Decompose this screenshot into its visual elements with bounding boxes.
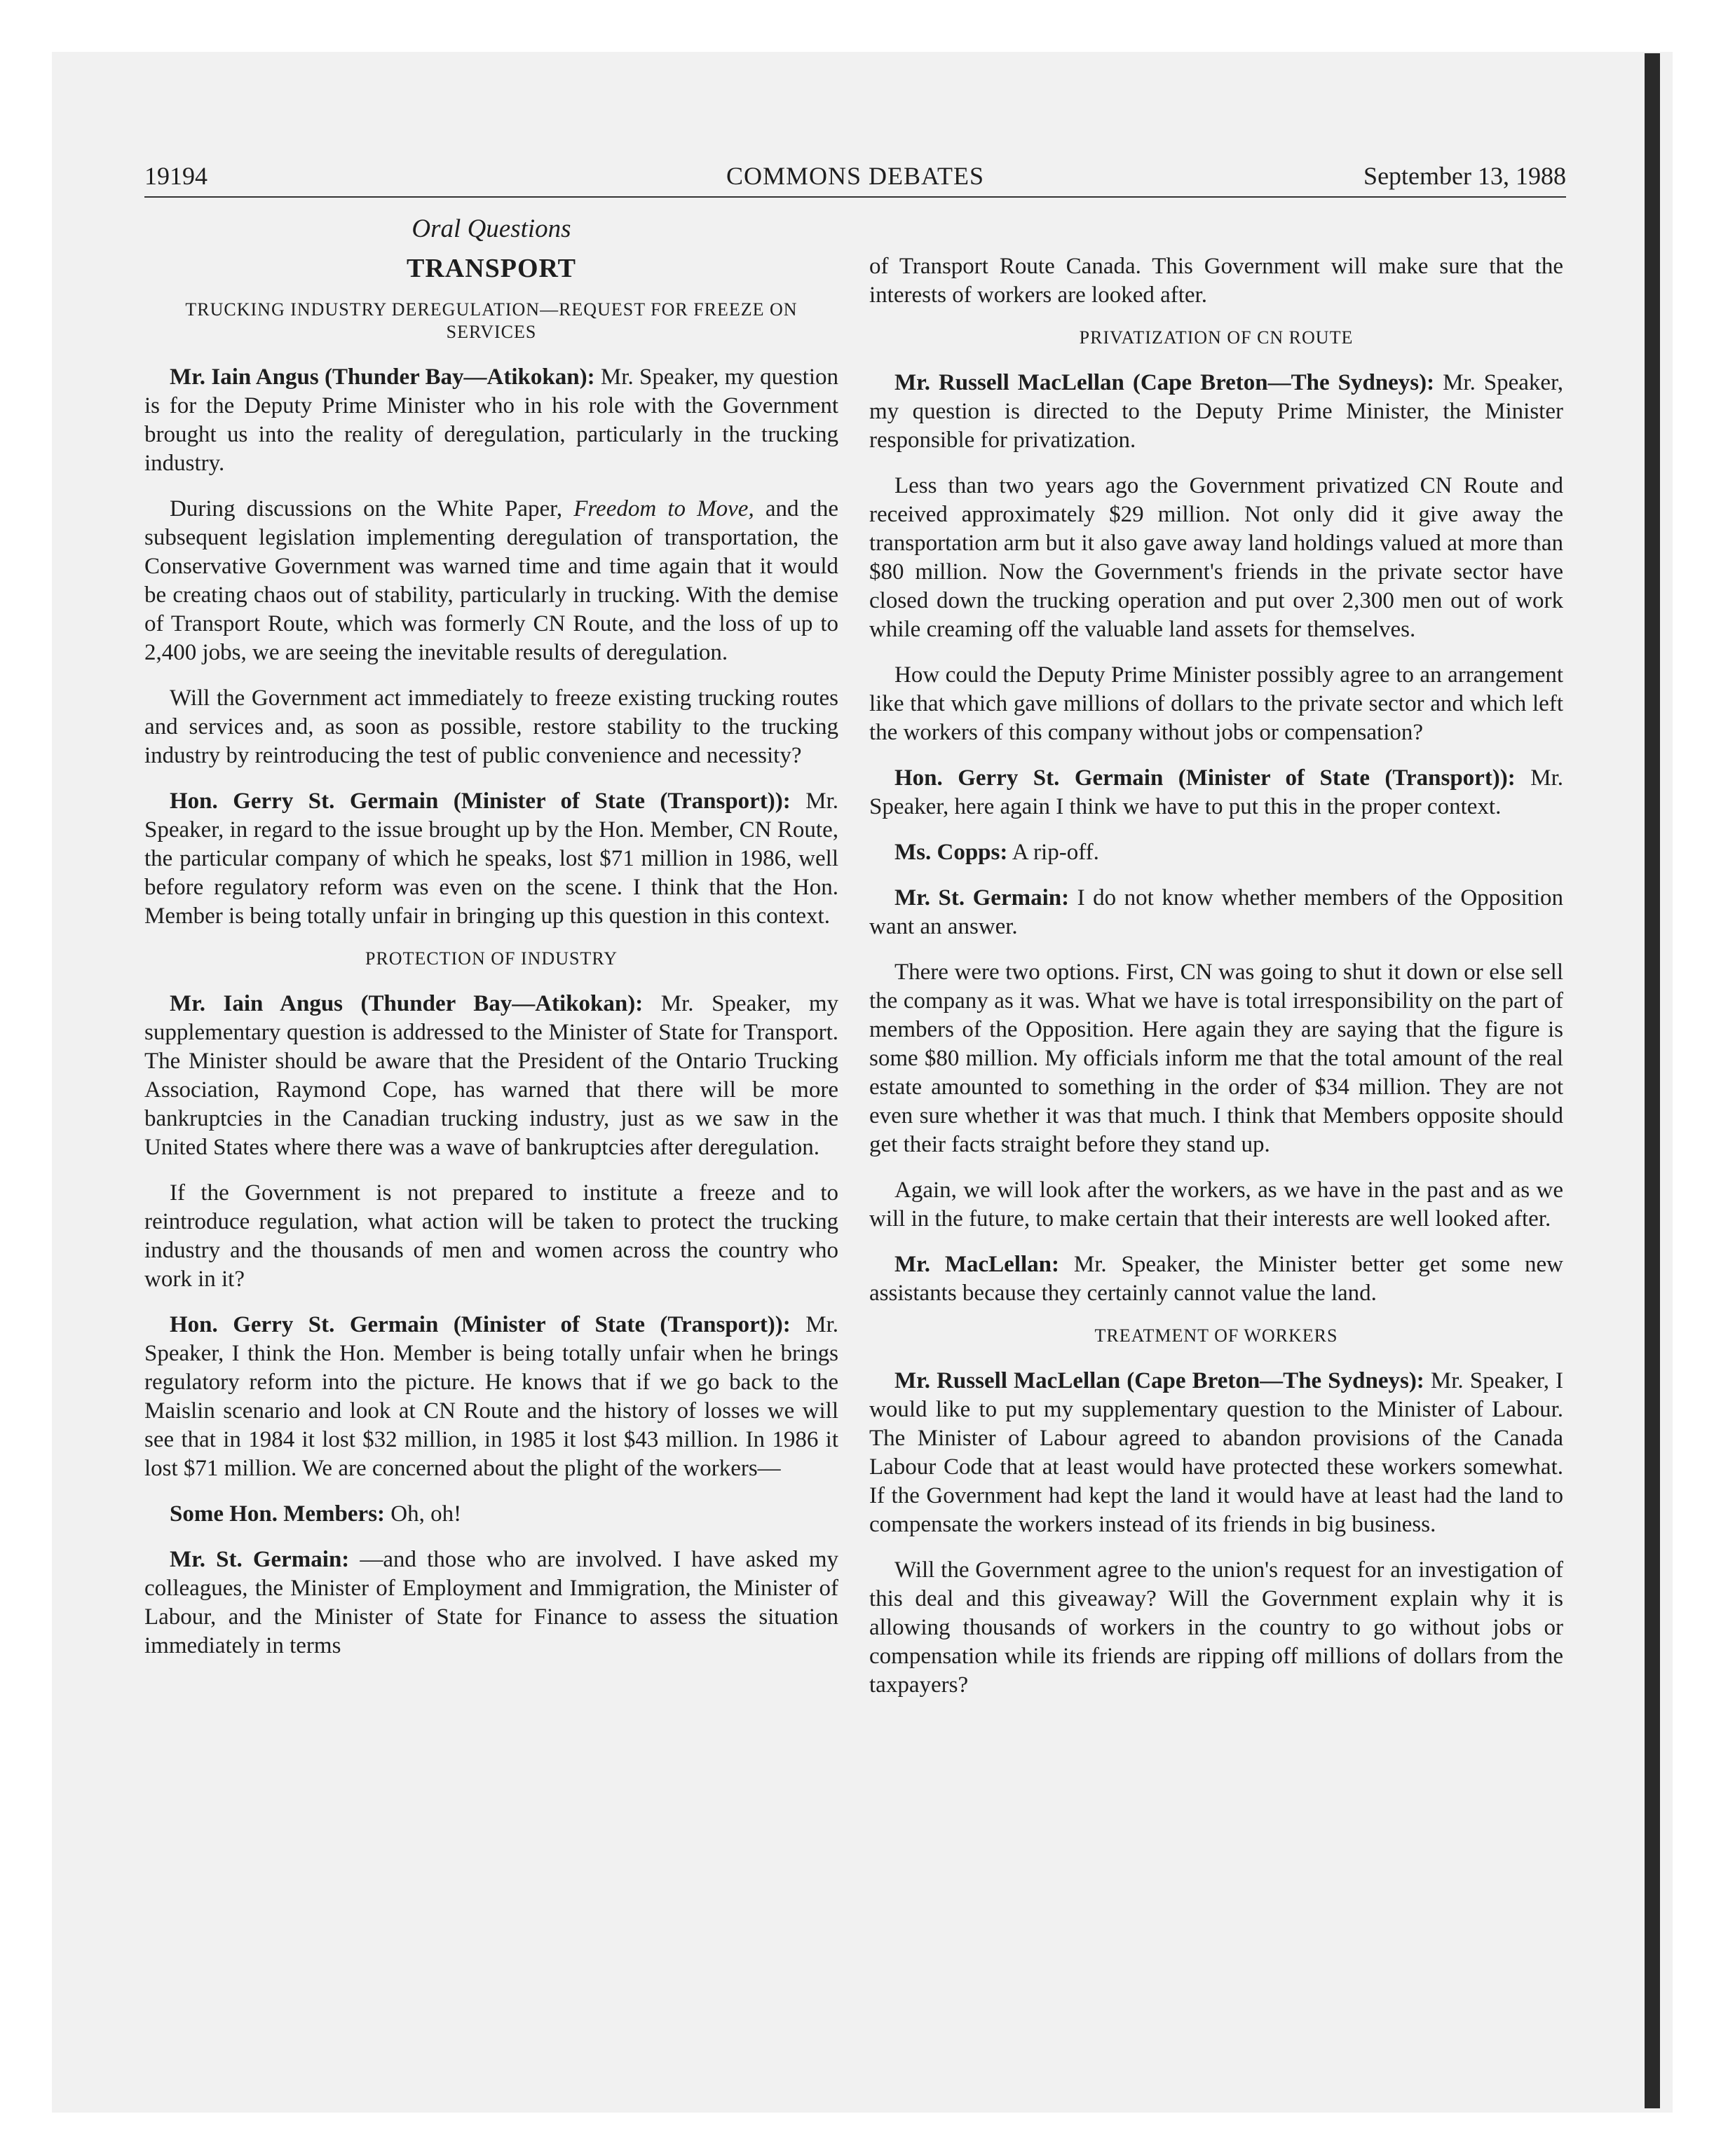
paragraph-text: Again, we will look after the workers, as we have in the past and as we will in the future, to make certain that their interests are well looked after. xyxy=(869,1178,1563,1231)
paragraph xyxy=(144,1311,838,1483)
subheading: TREATMENT OF WORKERS xyxy=(1094,1325,1338,1346)
paragraph xyxy=(869,838,1563,867)
page-number: 19194 xyxy=(144,162,207,190)
section-title: TRANSPORT xyxy=(406,254,577,283)
paragraph-text: How could the Deputy Prime Minister possibly agree to an arrangement like that which gave millions of dollars to the private sector and which left the workers of this company without jobs or compensation? xyxy=(869,662,1563,745)
scan-edge-bar xyxy=(1645,53,1660,2108)
paragraph xyxy=(144,1546,838,1660)
paragraph-text: and the subsequent legislation implementing deregulation of transportation, the Conservative Government was warned time and time again that it would be creating chaos out of stability, particularly in trucking. With the demise of Transport Route, which was formerly CN Route, and the loss of up to 2,400 jobs, we are seeing the inevitable results of deregulation. xyxy=(144,496,838,665)
speaker-name: Mr. Iain Angus (Thunder Bay—Atikokan): xyxy=(170,991,644,1016)
subheading: PRIVATIZATION OF CN ROUTE xyxy=(1079,327,1354,348)
left-column xyxy=(144,210,838,1677)
speaker-name: Hon. Gerry St. Germain (Minister of State (Transport)): xyxy=(894,765,1516,791)
section-tag: Oral Questions xyxy=(411,214,571,243)
paragraph xyxy=(869,252,1563,310)
document-title: Freedom to Move, xyxy=(573,496,754,521)
paragraph xyxy=(144,787,838,931)
paragraph-text: Will the Government agree to the union's request for an investigation of this deal and this giveaway? Will the Government explain why it is allowing thousands of workers in the country to go without jobs or compensation while its friends are ripping off millions of dollars from the taxpayers? xyxy=(869,1557,1563,1698)
paragraph xyxy=(869,369,1563,455)
paragraph-text: Will the Government act immediately to freeze existing trucking routes and services and, as soon as possible, restore stability to the trucking industry by reintroducing the test of public convenience and necessity? xyxy=(144,685,838,768)
right-column xyxy=(869,252,1563,1717)
paragraph-text: —and those who are involved. I have asked my colleagues, the Minister of Employment and Immigration, the Minister of Labour, and the Minister of State for Finance to assess the situation immediately in terms xyxy=(144,1547,838,1658)
speaker-name: Mr. MacLellan: xyxy=(894,1252,1059,1277)
paragraph xyxy=(144,1500,838,1529)
paragraph xyxy=(144,1179,838,1294)
paragraph xyxy=(144,363,838,478)
speaker-name: Mr. St. Germain: xyxy=(170,1547,350,1572)
page-header xyxy=(144,161,1566,198)
speaker-name: Hon. Gerry St. Germain (Minister of State (Transport)): xyxy=(170,1312,791,1337)
paragraph xyxy=(869,472,1563,644)
paragraph-text: Mr. Speaker, my question is directed to the Deputy Prime Minister, the Minister responsible for privatization. xyxy=(869,370,1563,453)
speaker-name: Some Hon. Members: xyxy=(170,1501,386,1527)
paragraph xyxy=(144,990,838,1162)
paragraph xyxy=(144,684,838,770)
speaker-name: Mr. St. Germain: xyxy=(894,885,1070,910)
paragraph xyxy=(869,958,1563,1159)
speaker-name: Mr. Russell MacLellan (Cape Breton—The Sydneys): xyxy=(894,1368,1424,1393)
paragraph-text: Mr. Speaker, my supplementary question is addressed to the Minister of State for Transport. The Minister should be aware that the President of the Ontario Trucking Association, Raymond Cope, has warned that there will be more bankruptcies in the Canadian trucking industry, just as we saw in the United States where there was a wave of bankruptcies after deregulation. xyxy=(144,991,838,1160)
paragraph-text: Mr. Speaker, here again I think we have to put this in the proper context. xyxy=(869,765,1563,819)
paragraph-text: of Transport Route Canada. This Government will make sure that the interests of workers are looked after. xyxy=(869,254,1563,308)
publication-title: COMMONS DEBATES xyxy=(726,162,985,190)
paragraph-text: During discussions on the White Paper, xyxy=(170,496,574,521)
paragraph-text: I do not know whether members of the Opposition want an answer. xyxy=(869,885,1563,939)
speaker-name: Mr. Russell MacLellan (Cape Breton—The Sydneys): xyxy=(894,370,1435,395)
paragraph-text: Mr. Speaker, I think the Hon. Member is being totally unfair when he brings regulatory reform into the picture. He knows that if we go back to the Maislin scenario and look at CN Route and the history of losses we will see that in 1984 it lost $32 million, in 1985 it lost $43 million. In 1986 it lost $71 million. We are concerned about the plight of the workers— xyxy=(144,1312,838,1481)
paragraph xyxy=(869,884,1563,941)
paragraph-text: Mr. Speaker, I would like to put my supplementary question to the Minister of Labour. The Minister of Labour agreed to abandon provisions of the Canada Labour Code that at least would have protected these workers somewhat. If the Government had kept the land it would have at least had the land to compensate the workers instead of its friends in big business. xyxy=(869,1368,1564,1537)
paragraph-text: Mr. Speaker, the Minister better get some new assistants because they certainly cannot value the land. xyxy=(869,1252,1563,1306)
subheading: TRUCKING INDUSTRY DEREGULATION—REQUEST FOR FREEZE ON SERVICES xyxy=(185,299,798,342)
paragraph xyxy=(869,1556,1563,1700)
speaker-name: Ms. Copps: xyxy=(894,840,1008,865)
paragraph xyxy=(869,1176,1563,1234)
paragraph xyxy=(869,1250,1563,1308)
paragraph-text: Mr. Speaker, my question is for the Deputy Prime Minister who in his role with the Government brought us into the reality of deregulation, particularly in the trucking industry. xyxy=(144,364,838,476)
paragraph-text: Mr. Speaker, in regard to the issue brought up by the Hon. Member, CN Route, the particular company of which he speaks, lost $71 million in 1986, well before regulatory reform was even on the scene. I think that the Hon. Member is being totally unfair in bringing up this question in this context. xyxy=(144,789,838,929)
speaker-name: Hon. Gerry St. Germain (Minister of State (Transport)): xyxy=(170,789,791,814)
paragraph xyxy=(869,661,1563,747)
speaker-name: Mr. Iain Angus (Thunder Bay—Atikokan): xyxy=(170,364,595,390)
paragraph-text: Less than two years ago the Government privatized CN Route and received approximately $29 million. Not only did it give away the transportation arm but it also gave away land holdings valued at more than $80 million. Now the Government's friends in the private sector have closed down the trucking operation and put over 2,300 men out of work while creaming off the valuable land assets for themselves. xyxy=(869,473,1563,642)
paragraph-text: There were two options. First, CN was going to shut it down or else sell the company as it was. What we have is total irresponsibility on the part of members of the Opposition. Here again they are saying that the figure is some $80 million. My officials inform me that the total amount of the real estate amounted to something in the order of $34 million. They are not even sure whether it was that much. I think that Members opposite should get their facts straight before they stand up. xyxy=(869,960,1563,1157)
paragraph-text: If the Government is not prepared to institute a freeze and to reintroduce regulation, what action will be taken to protect the trucking industry and the thousands of men and women across the country who work in it? xyxy=(144,1180,838,1292)
page-date: September 13, 1988 xyxy=(1363,162,1566,190)
paragraph xyxy=(144,495,838,667)
paragraph xyxy=(869,764,1563,821)
subheading: PROTECTION OF INDUSTRY xyxy=(365,948,618,969)
paragraph-text: A rip-off. xyxy=(1007,840,1099,865)
paragraph xyxy=(869,1367,1563,1539)
paragraph-text: Oh, oh! xyxy=(385,1501,462,1527)
